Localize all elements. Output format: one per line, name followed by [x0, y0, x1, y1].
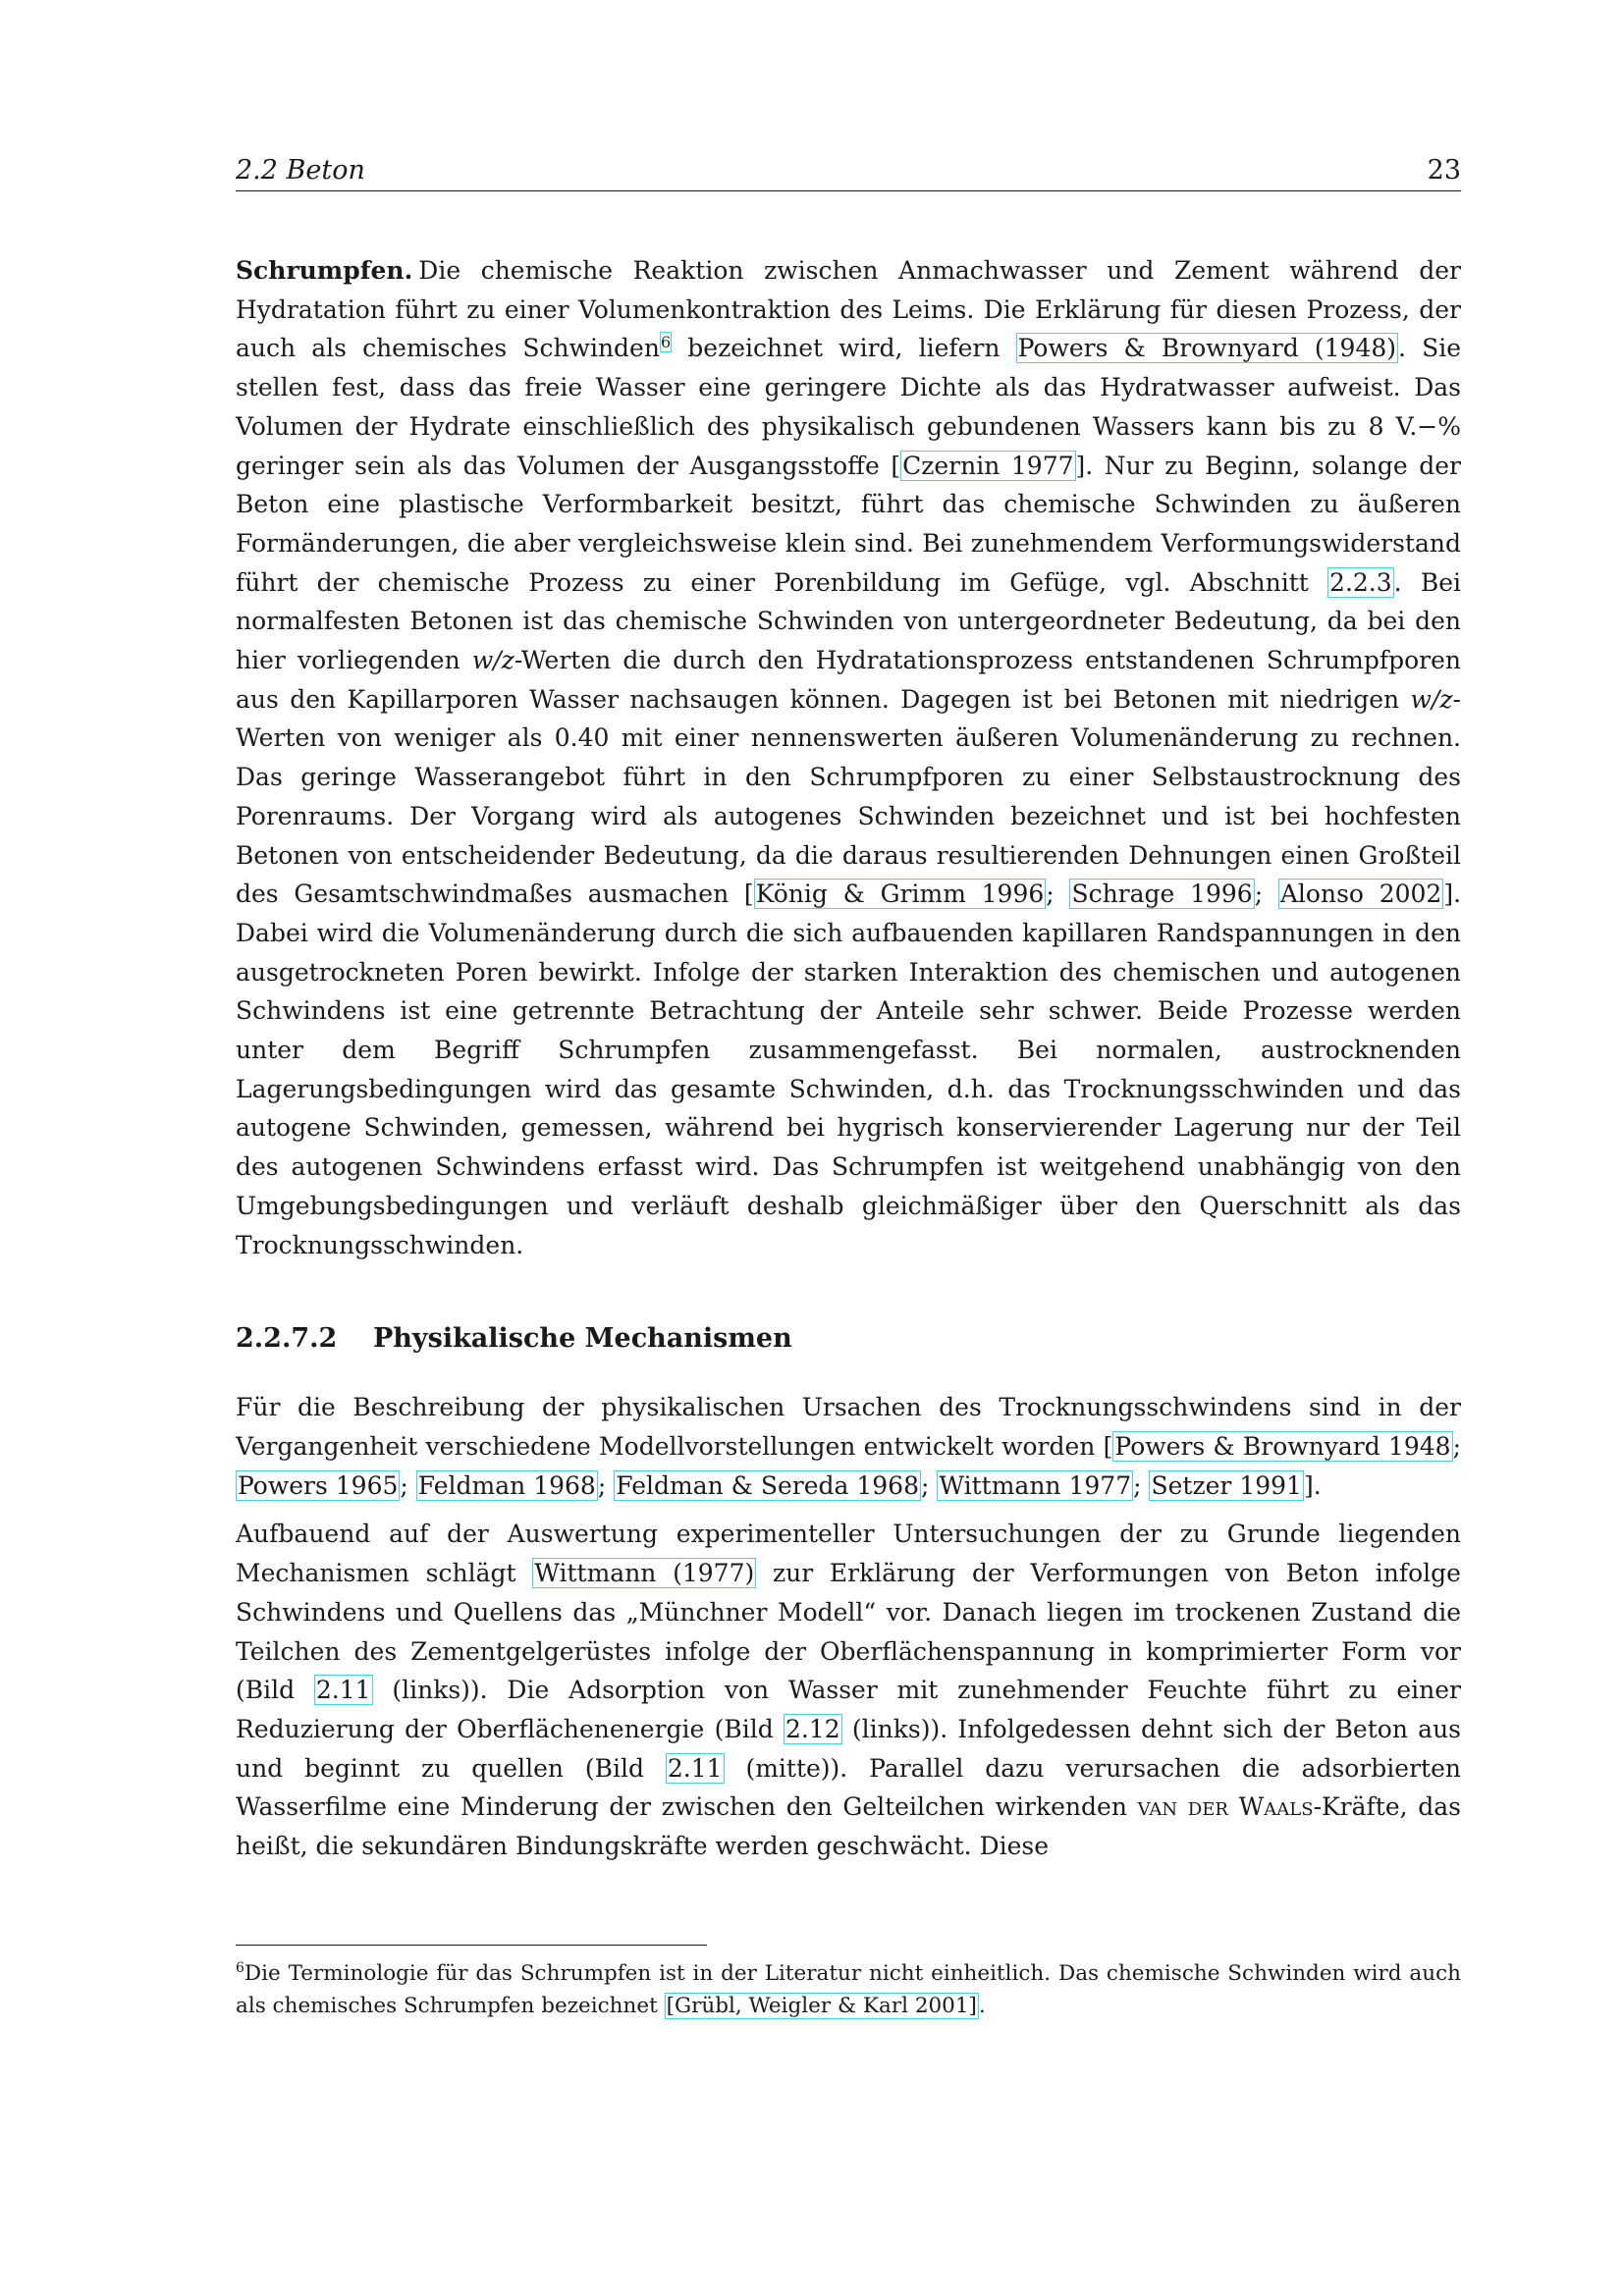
citation-link[interactable]: Setzer 1991 — [1151, 1470, 1302, 1500]
text-run: ; — [1452, 1431, 1462, 1461]
subsection-title: Physikalische Mechanismen — [373, 1323, 792, 1355]
paragraph-muenchner-modell — [236, 1515, 1461, 1865]
text-run: . — [978, 1994, 986, 2018]
text-run: ; — [597, 1470, 615, 1500]
text-run: ; — [1046, 880, 1070, 909]
text-run: -Werten von weniger als 0.40 mit einer nennenswerten äußeren Volumenänderung zu rechnen. Das geringe Wasserangebot führt in den Schrumpfporen zu einer Selbstaustrocknung des Porenraums. Der Vorgang wird als autogenes Schwinden bezeichnet und ist bei hochfesten Betonen von entscheidender Bedeutung, da die daraus resultierenden Dehnungen einen Großteil des Gesamtschwindmaßes ausmachen — [236, 684, 1461, 909]
paragraph-schrumpfen — [236, 251, 1461, 1264]
running-header — [236, 155, 1461, 191]
text-run: . Sie stellen fest, dass das freie Wasser eine geringere Dichte als das Hydratwasser aufweist. Das Volumen der Hydrate einschließlich des physikalisch gebundenen Wassers kann bis zu 8 V.−% geringer sein als das Volumen der Ausgangsstoffe — [236, 334, 1462, 480]
text-run: ; — [921, 1470, 938, 1500]
footnote-mark: 6 — [236, 1959, 244, 1976]
text-run: Die Terminologie für das Schrumpfen ist in der Literatur nicht einheitlich. Das chemische Schwinden wird auch als chemisches Schrumpfen bezeichnet — [236, 1961, 1461, 2018]
text-run: -Werten die durch den Hydratationsprozess entstandenen Schrumpfporen aus den Kapillarporen Wasser nachsaugen können. Dagegen ist bei Betonen mit niedrigen — [236, 646, 1461, 714]
text-run: [ — [891, 451, 901, 480]
citation-link[interactable]: Powers & Brownyard (1948) — [1017, 334, 1397, 363]
citation-link[interactable]: König & Grimm 1996 — [755, 880, 1045, 909]
text-run: (links)). Die Adsorption von Wasser mit zunehmender Feuchte führt zu einer Reduzierung der Oberflächenenergie (Bild — [236, 1676, 1461, 1743]
subsection-heading — [236, 1319, 1461, 1359]
text-run: ]. Dabei wird die Volumenänderung durch die sich aufbauenden kapillaren Randspannungen in den ausgetrockneten Poren bewirkt. Infolge der starken Interaktion des chemischen und autogenen Schwindens ist eine getrennte Betrachtung der Anteile sehr schwer. Beide Prozesse werden unter dem Begriff Schrumpfen zusammengefasst. Bei normalen, austrocknenden Lagerungsbedingungen wird das gesamte Schwinden, d.h. das Trocknungsschwinden und das autogene Schwinden, gemessen, während bei hygrisch konservierender Lagerung nur der Teil des autogenen Schwindens erfasst wird. Das Schrumpfen ist weitgehend unabhängig von den Umgebungsbedingungen und verläuft deshalb gleichmäßiger über den Querschnitt als das Trocknungsschwinden. — [236, 880, 1462, 1259]
page-number: 23 — [1427, 155, 1461, 186]
footnote-rule — [236, 1945, 707, 1946]
citation-link[interactable]: Wittmann 1977 — [939, 1470, 1132, 1500]
citation-link[interactable]: Schrage 1996 — [1071, 880, 1253, 909]
text-run: bezeichnet wird, liefern — [672, 334, 1016, 363]
footnote-reference-link[interactable]: 6 — [660, 333, 672, 352]
citation-link[interactable]: Wittmann (1977) — [534, 1559, 755, 1588]
body-text — [236, 251, 1461, 1866]
text-run: zur Erklärung der Verformungen von Beton infolge Schwindens und Quellens das „Münchner Modell“ vor. Danach liegen im trockenen Zustand die Teilchen des Zementgelgerüstes infolge der Oberflächenspannung in komprimierter Form vor (Bild — [236, 1559, 1461, 1705]
citation-link[interactable]: 2.12 — [784, 1714, 840, 1743]
text-run: [ — [743, 880, 754, 909]
text-run: (links)). Infolgedessen dehnt sich der Beton aus und beginnt zu quellen (Bild — [236, 1714, 1461, 1783]
citation-link[interactable]: Alonso 2002 — [1279, 880, 1442, 909]
text-run: Aufbauend auf der Auswertung experimenteller Untersuchungen der zu Grunde liegenden Mechanismen schlägt — [236, 1520, 1461, 1588]
text-run: ; — [1133, 1470, 1150, 1500]
text-run: ]. — [1303, 1470, 1322, 1500]
citation-link[interactable]: 2.2.3 — [1329, 567, 1392, 597]
footnote — [236, 1957, 1461, 2022]
paragraph-run-in-heading: Schrumpfen. — [236, 256, 413, 285]
citation-link[interactable]: Feldman 1968 — [417, 1470, 596, 1500]
text-run: Die chemische Reaktion zwischen Anmachwasser und Zement während der Hydratation führt zu einer Volumenkontraktion des Leims. Die Erklärung für diesen Prozess, der auch als chemisches Schwinden — [236, 256, 1461, 363]
citation-link[interactable]: Czernin 1977 — [902, 451, 1074, 480]
citation-link[interactable]: Powers & Brownyard 1948 — [1114, 1431, 1451, 1461]
text-run: ; — [400, 1470, 416, 1500]
text-run: ; — [1254, 880, 1278, 909]
math-expression: w/z — [1410, 684, 1453, 714]
citation-link[interactable]: 2.11 — [315, 1676, 371, 1705]
paragraph-models — [236, 1388, 1461, 1505]
math-expression: w/z — [471, 646, 514, 675]
citation-link[interactable]: Powers 1965 — [238, 1470, 399, 1500]
small-caps-name: van der Waals — [1137, 1792, 1314, 1822]
text-run: (mitte)). Parallel dazu verursachen die adsorbierten Wasserfilme eine Minderung der zwischen den Gelteilchen wirkenden — [236, 1753, 1461, 1822]
citation-link[interactable]: [Grübl, Weigler & Karl 2001] — [666, 1994, 977, 2018]
text-run: ]. Nur zu Beginn, solange der Beton eine plastische Verformbarkeit besitzt, führt das chemische Schwinden zu äußeren Formänderungen, die aber vergleichsweise klein sind. Bei zunehmendem Verformungswiderstand führt der chemische Prozess zu einer Porenbildung im Gefüge, vgl. Abschnitt — [236, 451, 1461, 597]
text-run: [ — [1103, 1431, 1113, 1461]
header-section-title: 2.2 Beton — [236, 155, 365, 186]
citation-link[interactable]: Feldman & Sereda 1968 — [616, 1470, 919, 1500]
text-run: -Kräfte, das heißt, die sekundären Bindungskräfte werden geschwächt. Diese — [236, 1792, 1461, 1861]
subsection-number: 2.2.7.2 — [236, 1323, 338, 1355]
citation-link[interactable]: 2.11 — [667, 1753, 723, 1783]
text-run: . Bei normalfesten Betonen ist das chemische Schwinden von untergeordneter Bedeutung, da bei den hier vorliegenden — [236, 567, 1462, 675]
text-run: Für die Beschreibung der physikalischen Ursachen des Trocknungsschwindens sind in der Vergangenheit verschiedene Modellvorstellungen entwickelt worden — [236, 1393, 1461, 1461]
